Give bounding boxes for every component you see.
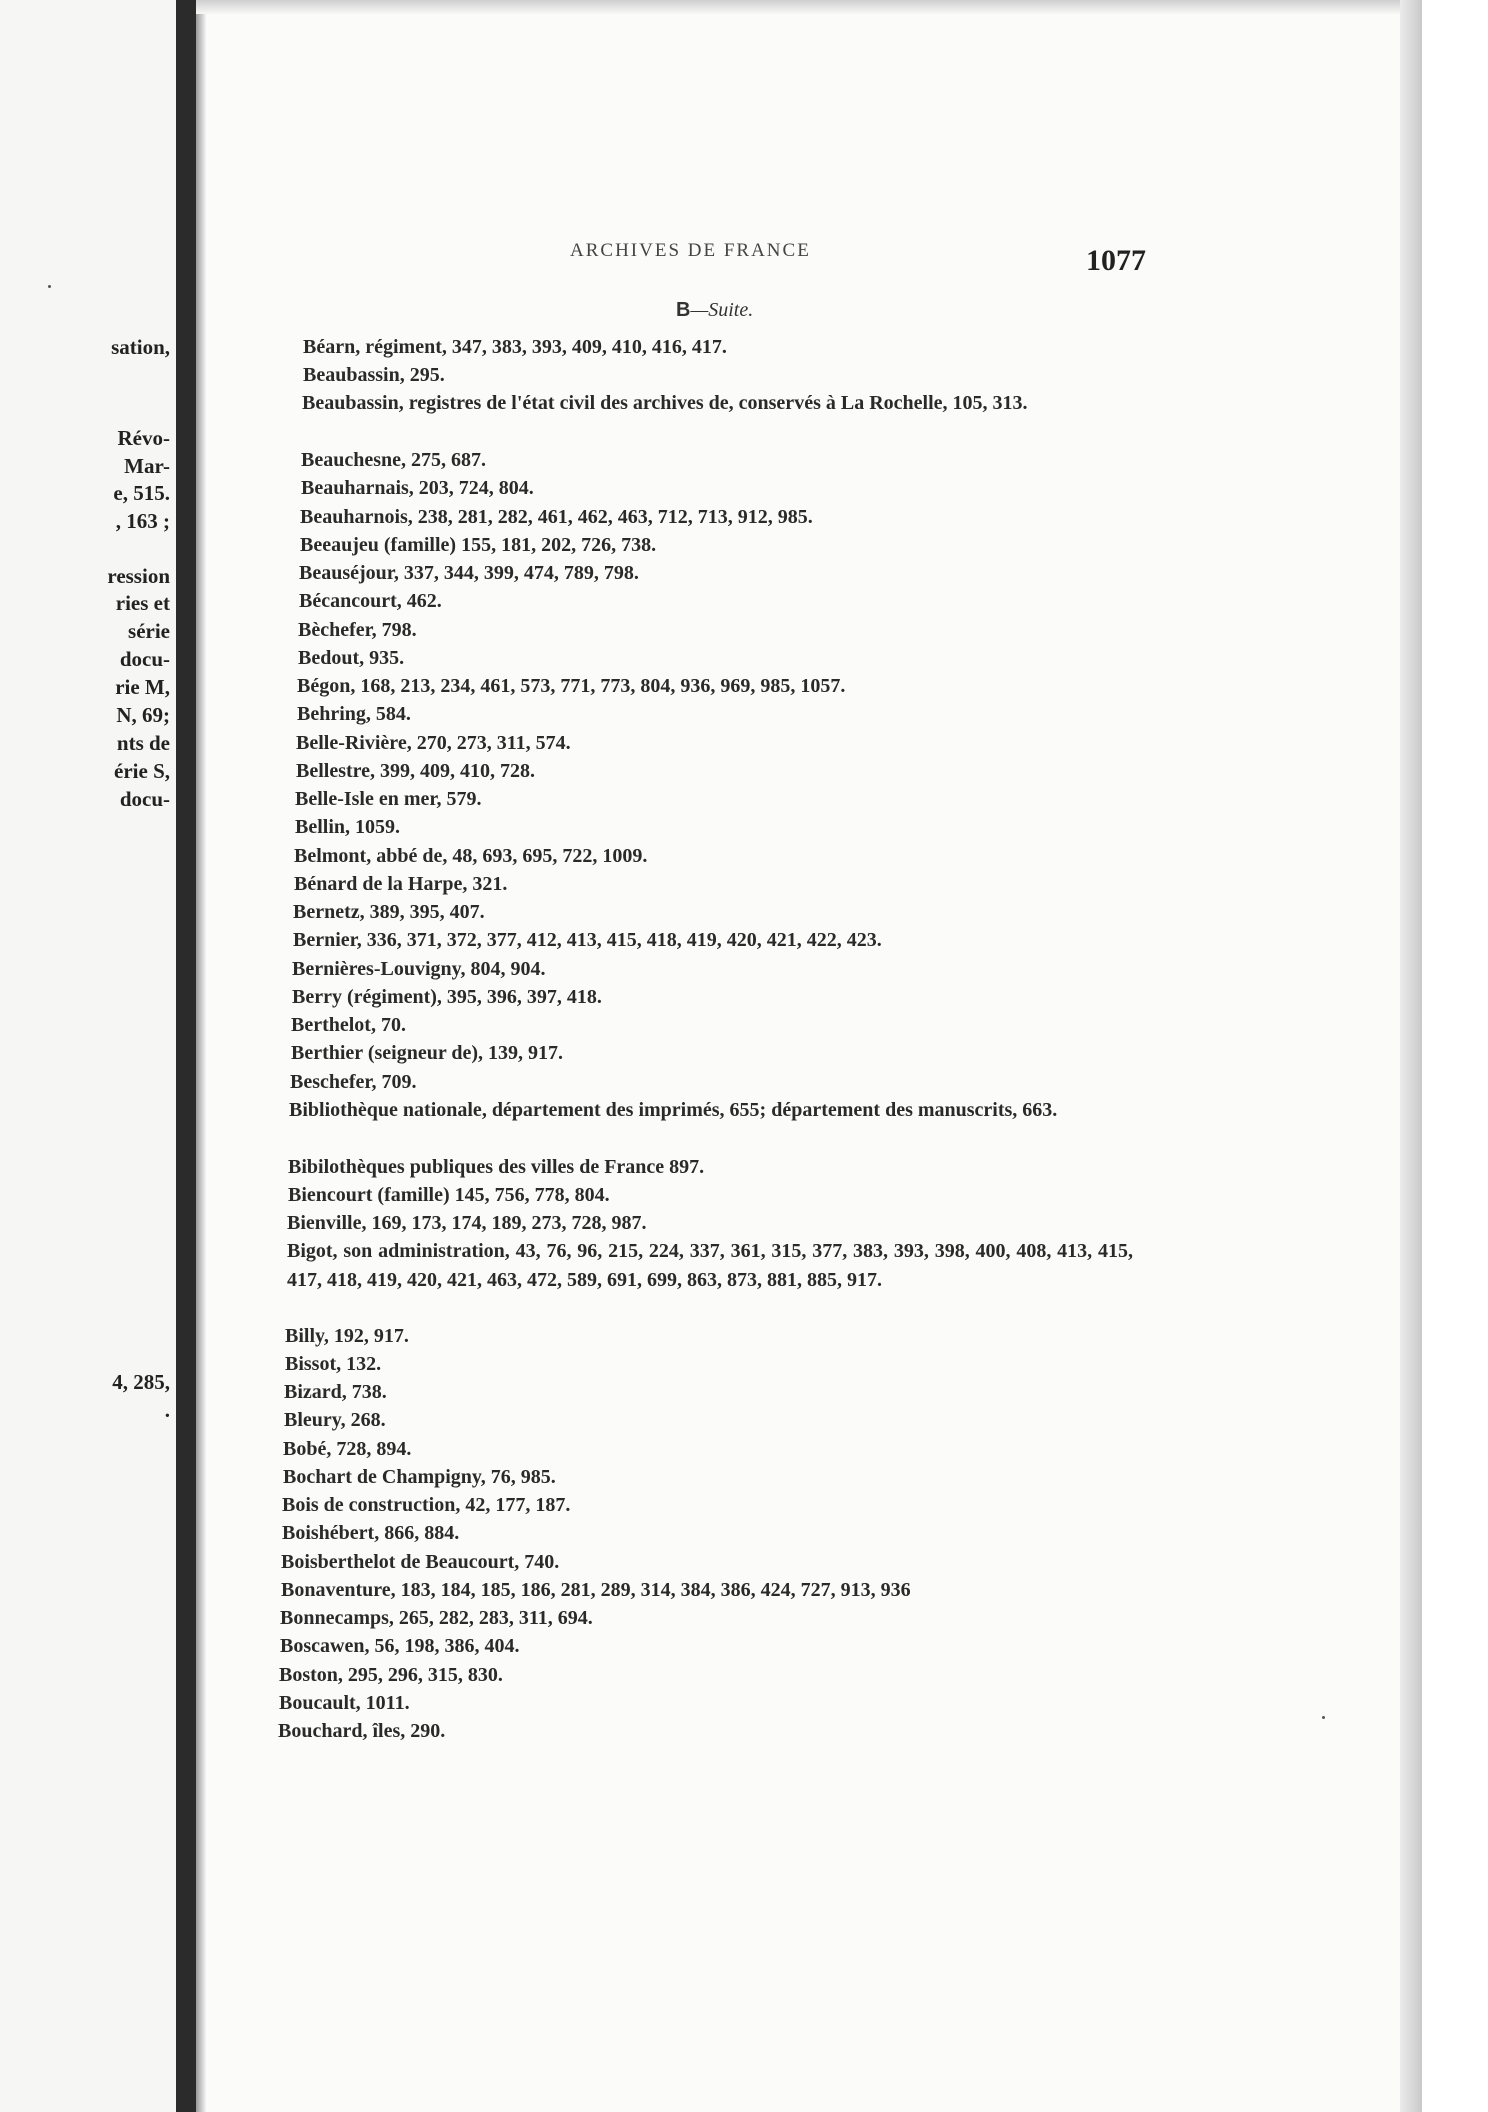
left-page-line: Révo- (117, 426, 170, 450)
index-entry: Bèchefer, 798. (298, 619, 417, 641)
running-title: ARCHIVES DE FRANCE (570, 240, 811, 261)
left-page-line: ries et (115, 591, 170, 615)
left-page-line: série (128, 619, 170, 643)
book-gutter (176, 0, 196, 2112)
index-entry: Beeaujeu (famille) 155, 181, 202, 726, 738. (300, 534, 657, 556)
index-entry: Bibilothèques publiques des villes de France 897. (288, 1156, 705, 1178)
index-entry: Beschefer, 709. (290, 1071, 417, 1093)
index-entry: Bernetz, 389, 395, 407. (293, 901, 485, 923)
left-page-line: N, 69; (116, 703, 170, 727)
index-entry: Bochart de Champigny, 76, 985. (283, 1466, 556, 1488)
gutter-shadow (196, 0, 206, 2112)
index-entry: Bellestre, 399, 409, 410, 728. (296, 760, 536, 782)
index-entry: Bécancourt, 462. (299, 590, 442, 612)
left-page-line: sation, (111, 335, 170, 359)
index-entry: Bienville, 169, 173, 174, 189, 273, 728, 987. (287, 1212, 647, 1234)
index-entry: Belle-Rivière, 270, 273, 311, 574. (296, 732, 571, 754)
index-entry: Boucault, 1011. (279, 1692, 410, 1714)
index-entry: Berthelot, 70. (291, 1014, 406, 1036)
index-entry-text: Bibliothèque nationale, département des imprimés, 655; département des manuscrits, 663. (289, 1099, 1058, 1121)
index-entry: Beaubassin, 295. (303, 364, 445, 386)
left-page-line: Mar- (124, 454, 170, 478)
index-entry: Bois de construction, 42, 177, 187. (282, 1494, 571, 1516)
index-entry: Beauséjour, 337, 344, 399, 474, 789, 798. (299, 562, 639, 584)
index-entry: Boscawen, 56, 198, 386, 404. (280, 1635, 520, 1657)
left-page-fragment (0, 0, 176, 2112)
index-entry: Billy, 192, 917. (285, 1325, 409, 1347)
left-page-line: nts de (116, 731, 170, 755)
index-entry: Bissot, 132. (285, 1353, 382, 1375)
index-entry: Bouchard, îles, 290. (278, 1720, 446, 1742)
index-entry: Beauharnois, 238, 281, 282, 461, 462, 463, 712, 713, 912, 985. (300, 506, 813, 528)
index-entry: Biencourt (famille) 145, 756, 778, 804. (288, 1184, 610, 1206)
index-entry: Behring, 584. (297, 703, 411, 725)
index-entry-text: Bigot, son administration, 43, 76, 96, 215, 224, 337, 361, 315, 377, 383, 393, 398, 400, 408, 413, 415, 417, 418, 419, 420, 421, 463, 472, 589, 691, 699, 863, 873, 881, 885, 917. (287, 1240, 1133, 1291)
index-entry: Belle-Isle en mer, 579. (295, 788, 482, 810)
index-entry: Bedout, 935. (298, 647, 405, 669)
index-entry: Bonnecamps, 265, 282, 283, 311, 694. (280, 1607, 593, 1629)
index-entry: Berthier (seigneur de), 139, 917. (291, 1042, 564, 1064)
left-page-line: érie S, (114, 759, 170, 783)
index-entry: Boston, 295, 296, 315, 830. (279, 1664, 503, 1686)
index-entry-text: Beaubassin, registres de l'état civil des archives de, conservés à La Rochelle, 105, 313. (302, 392, 1028, 414)
index-entry (287, 1237, 1133, 1294)
index-entry (302, 389, 1147, 418)
index-entry: Béarn, régiment, 347, 383, 393, 409, 410, 416, 417. (303, 336, 727, 358)
index-entry: Bizard, 738. (284, 1381, 387, 1403)
index-entry: Bleury, 268. (284, 1409, 386, 1431)
page-top-edge (196, 0, 1406, 14)
section-letter: B (676, 299, 691, 321)
index-entry: Bernier, 336, 371, 372, 377, 412, 413, 415, 418, 419, 420, 421, 422, 423. (293, 929, 882, 951)
index-entry (289, 1096, 1135, 1125)
index-entry: Bénard de la Harpe, 321. (294, 873, 508, 895)
scan-margin (1422, 0, 1488, 2112)
index-entry: Belmont, abbé de, 48, 693, 695, 722, 1009. (294, 845, 648, 867)
index-entry: Bellin, 1059. (295, 816, 401, 838)
left-page-line: ression (107, 564, 170, 588)
index-entry: Berry (régiment), 395, 396, 397, 418. (292, 986, 602, 1008)
left-page-line: 4, 285, (112, 1370, 170, 1394)
scan-speck (1322, 1716, 1325, 1719)
scan-speck (48, 285, 51, 288)
left-page-line: e, 515. (113, 481, 170, 505)
page-right-edge (1400, 0, 1422, 2112)
index-entry: Boisberthelot de Beaucourt, 740. (281, 1551, 560, 1573)
page-number: 1077 (1086, 244, 1146, 277)
left-page-line: . (164, 1398, 170, 1422)
index-entry: Bernières-Louvigny, 804, 904. (292, 958, 546, 980)
index-entry: Beauchesne, 275, 687. (301, 449, 486, 471)
section-suffix: —Suite. (690, 299, 754, 321)
left-page-line: rie M, (115, 675, 170, 699)
index-entry: Beauharnais, 203, 724, 804. (301, 477, 534, 499)
index-entry: Bobé, 728, 894. (283, 1438, 412, 1460)
section-heading (676, 299, 753, 322)
left-page-line: docu- (119, 647, 170, 671)
left-page-line: docu- (119, 787, 170, 811)
index-entry: Boishébert, 866, 884. (282, 1522, 460, 1544)
left-page-line: , 163 ; (115, 509, 170, 533)
index-entry: Bonaventure, 183, 184, 185, 186, 281, 289, 314, 384, 386, 424, 727, 913, 936 (281, 1579, 911, 1601)
index-entry: Bégon, 168, 213, 234, 461, 573, 771, 773, 804, 936, 969, 985, 1057. (297, 675, 846, 697)
